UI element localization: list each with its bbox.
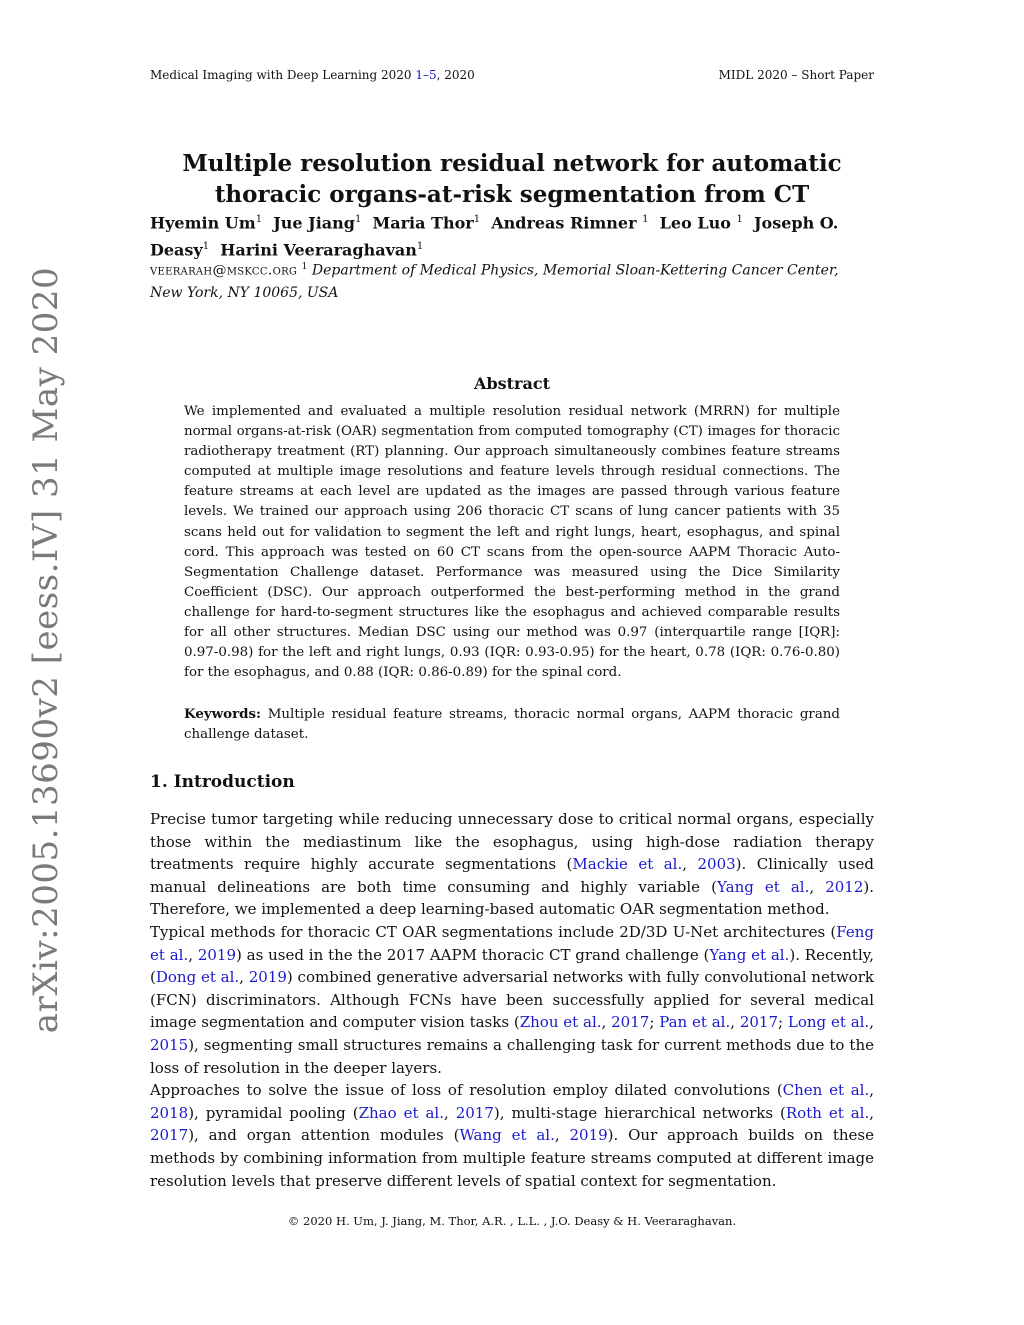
citation-year-link[interactable]: 2017 xyxy=(611,1013,650,1032)
citation-link[interactable]: Wang et al. xyxy=(459,1126,555,1145)
arxiv-watermark xyxy=(20,266,72,1034)
paragraph-text: ), multi-stage hierarchical networks ( xyxy=(493,1103,786,1122)
citation-year-link[interactable]: 2017 xyxy=(739,1013,779,1032)
arxiv-identifier: arXiv:2005.13690v2 [eess.IV] 31 May 2020 xyxy=(26,266,66,1034)
introduction-body xyxy=(150,808,874,1192)
citation-year-link[interactable]: 2019 xyxy=(197,945,237,964)
author-affiliation-marker: 1 xyxy=(473,214,481,225)
citation-link[interactable]: Yang et al. xyxy=(716,877,810,896)
citation-year-link[interactable]: 2017 xyxy=(455,1103,494,1122)
affiliation-text: Department of Medical Physics, Memorial Sloan-Kettering Cancer Center, New York, NY 10065, USA xyxy=(150,262,839,301)
affiliation-marker: 1 xyxy=(301,262,308,272)
citation-year-link[interactable]: 2018 xyxy=(150,1103,189,1122)
contact-email[interactable]: veerarah@mskcc.org xyxy=(150,262,298,279)
author-name: Maria Thor xyxy=(372,213,474,233)
keywords xyxy=(184,704,840,745)
citation-link[interactable]: Zhou et al. xyxy=(519,1013,602,1032)
citation-link[interactable]: Zhao et al. xyxy=(358,1103,444,1122)
author-affiliation-marker: 1 xyxy=(355,214,362,225)
running-header-venue xyxy=(150,68,475,82)
abstract-text: We implemented and evaluated a multiple resolution residual network (MRRN) for multiple normal organs-at-risk (OAR) segmentation from computed tomography (CT) images for thoracic radiotherapy treatment (RT) planning. Our approach simultaneously combines feature streams computed at multiple image resolutions and feature levels through residual connections. The feature streams at each level are updated as the images are passed through various feature levels. We trained our approach using 206 thoracic CT scans of lung cancer patients with 35 scans held out for validation to segment the left and right lungs, heart, esophagus, and spinal cord. This approach was tested on 60 CT scans from the open-source AAPM Thoracic Auto-Segmentation Challenge dataset. Performance was measured using the Dice Similarity Coefficient (DSC). Our approach outperformed the best-performing method in the grand challenge for hard-to-segment structures like the esophagus and achieved comparable results for all other structures. Median DSC using our method was 0.97 (interquartile range [IQR]: 0.97-0.98) for the left and right lungs, 0.93 (IQR: 0.93-0.95) for the heart, 0.78 (IQR: 0.76-0.80) for the esophagus, and 0.88 (IQR: 0.86-0.89) for the spinal cord. xyxy=(184,404,840,681)
citation-link[interactable]: Roth et al. xyxy=(785,1103,870,1122)
paragraph-text: ), segmenting small structures remains a challenging task for current methods due to the loss of resolution in the deeper layers. xyxy=(150,1035,874,1077)
copyright-footer: © 2020 H. Um, J. Jiang, M. Thor, A.R. , L.L. , J.O. Deasy & H. Veeraraghavan. xyxy=(287,1214,737,1228)
author-affiliation-marker: 1 xyxy=(736,214,743,225)
paragraph-text: ), and organ attention modules ( xyxy=(188,1126,460,1145)
paragraph-text: ) combined generative adversarial networks with fully convolutional network (FCN) discriminators. Although FCNs have been successfully applied for several medical image segmentation and computer vision tasks ( xyxy=(150,968,874,1032)
introduction-paragraph: Typical methods for thoracic CT OAR segmentations include 2D/3D U-Net architectures (Feng et al., 2019) as used in the the 2017 AAPM thoracic CT grand challenge (Yang et al.). Recently, (Dong et al., 2019) combined generative adversarial networks with fully convolutional network (FCN) discriminators. Although FCNs have been successfully applied for several medical image segmentation and computer vision tasks (Zhou et al., 2017; Pan et al., 2017; Long et al., 2015), segmenting small structures remains a challenging task for current methods due to the loss of resolution in the deeper layers. xyxy=(150,922,874,1077)
citation-year-link[interactable]: 2015 xyxy=(150,1035,189,1054)
paragraph-text: Approaches to solve the issue of loss of resolution employ dilated convolutions ( xyxy=(150,1081,783,1100)
author-name: Joseph O. Deasy xyxy=(150,213,839,260)
citation-link[interactable]: Pan et al. xyxy=(659,1013,731,1032)
running-header-track: MIDL 2020 – Short Paper xyxy=(718,68,874,82)
citation-link[interactable]: Mackie et al. xyxy=(572,855,683,874)
citation-year-link[interactable]: 2019 xyxy=(248,968,287,987)
author-name: Andreas Rimner xyxy=(491,213,637,233)
author-affiliation-marker: 1 xyxy=(642,214,649,225)
affiliation xyxy=(150,256,874,304)
paragraph-text: ). Our approach builds on these methods by combining information from multiple feature streams computed at different image resolution levels that preserve different levels of spatial context for segmentation. xyxy=(150,1126,874,1190)
venue-suffix: , 2020 xyxy=(436,68,475,82)
author-affiliation-marker: 1 xyxy=(416,241,424,253)
citation-link[interactable]: Yang et al. xyxy=(709,945,790,964)
citation-link[interactable]: Feng et al. xyxy=(150,922,874,964)
citation-link[interactable]: Long et al. xyxy=(787,1013,870,1032)
introduction-paragraph: Precise tumor targeting while reducing unnecessary dose to critical normal organs, especially those within the mediastinum like the esophagus, using high-dose radiation therapy treatments require highly accurate segmentations (Mackie et al., 2003). Clinically used manual delineations are both time consuming and highly variable (Yang et al., 2012). Therefore, we implemented a deep learning-based automatic OAR segmentation method. xyxy=(150,810,875,919)
page-range-link[interactable]: 1–5 xyxy=(415,68,437,82)
author-name: Leo Luo xyxy=(659,213,731,233)
author-affiliation-marker: 1 xyxy=(202,241,210,253)
citation-year-link[interactable]: 2012 xyxy=(825,877,864,896)
citation-year-link[interactable]: 2019 xyxy=(569,1126,608,1145)
author-list xyxy=(150,208,874,263)
citation-link[interactable]: Chen et al. xyxy=(782,1081,870,1100)
keywords-text: Multiple residual feature streams, thoracic normal organs, AAPM thoracic grand challenge dataset. xyxy=(184,707,840,743)
paper-title: Multiple resolution residual network for automatic thoracic organs-at-risk segmentation from CT xyxy=(182,150,842,208)
abstract-heading: Abstract xyxy=(474,374,550,393)
paragraph-text: ) as used in the the 2017 AAPM thoracic CT grand challenge ( xyxy=(236,945,710,964)
citation-year-link[interactable]: 2003 xyxy=(697,855,736,874)
paragraph-text: ). Therefore, we implemented a deep learning-based automatic OAR segmentation method. xyxy=(150,877,874,919)
paragraph-text: ), pyramidal pooling ( xyxy=(188,1103,359,1122)
paragraph-text: ). Recently, ( xyxy=(150,945,874,987)
paragraph-text: Precise tumor targeting while reducing unnecessary dose to critical normal organs, especially those within the mediastinum like the esophagus, using high-dose radiation therapy treatments require highly accurate segmentations ( xyxy=(150,810,874,874)
keywords-label: Keywords: xyxy=(184,706,262,722)
author-affiliation-marker: 1 xyxy=(255,214,263,225)
venue-prefix: Medical Imaging with Deep Learning 2020 xyxy=(150,68,416,82)
paragraph-text: Typical methods for thoracic CT OAR segmentations include 2D/3D U-Net architectures ( xyxy=(150,922,837,941)
citation-link[interactable]: Dong et al. xyxy=(155,968,240,987)
citation-year-link[interactable]: 2017 xyxy=(150,1126,189,1145)
introduction-paragraph: Approaches to solve the issue of loss of resolution employ dilated convolutions (Chen et al., 2018), pyramidal pooling (Zhao et al., 2017), multi-stage hierarchical networks (Roth et al., 2017), and organ attention modules (Wang et al., 2019). Our approach builds on these methods by combining information from multiple feature streams computed at different image resolution levels that preserve different levels of spatial context for segmentation. xyxy=(150,1081,874,1190)
section-heading-introduction: 1. Introduction xyxy=(150,772,295,792)
author-name: Jue Jiang xyxy=(273,213,355,233)
author-name: Harini Veeraraghavan xyxy=(220,240,417,260)
paragraph-text: ). Clinically used manual delineations are both time consuming and highly variable ( xyxy=(150,855,875,896)
author-name: Hyemin Um xyxy=(150,213,256,233)
